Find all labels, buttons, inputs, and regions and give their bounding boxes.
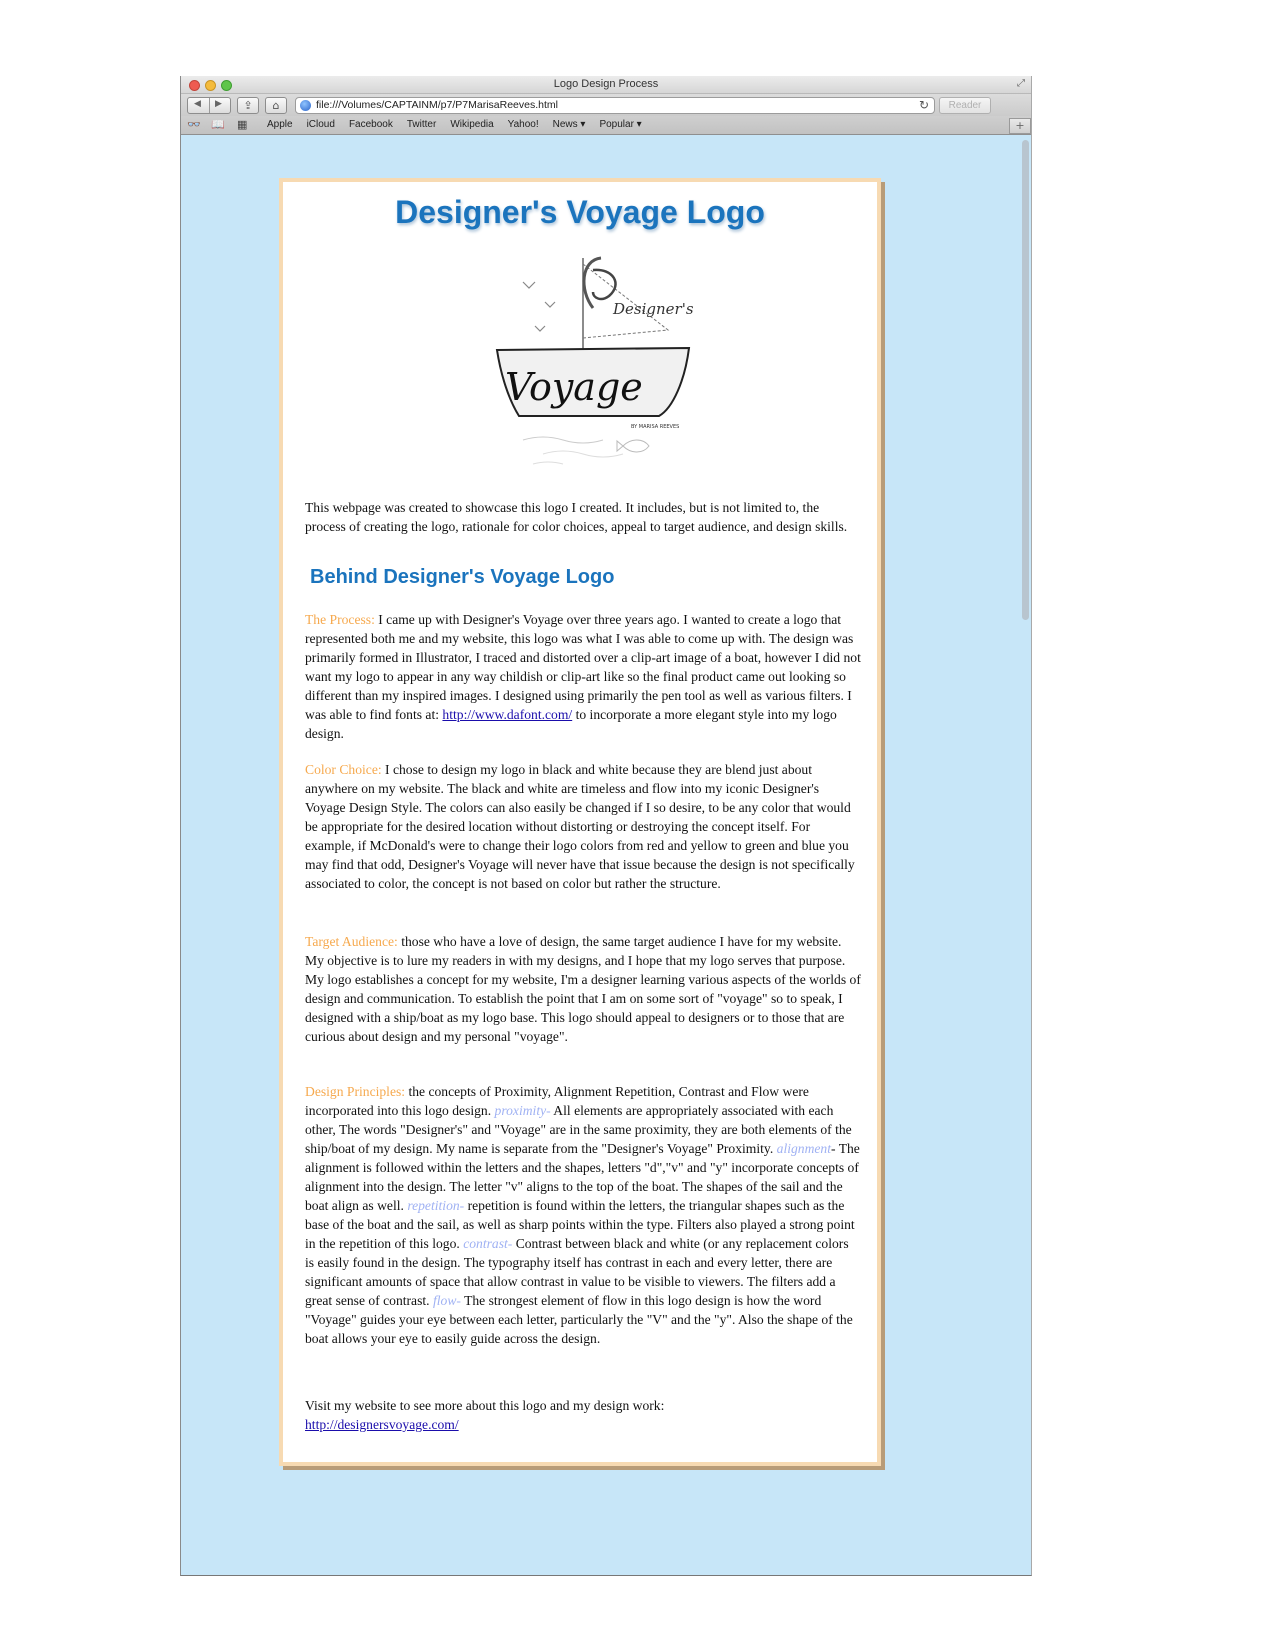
target-audience-label: Target Audience:: [305, 934, 398, 949]
proximity-label: proximity-: [494, 1103, 551, 1118]
nav-buttons: [187, 97, 231, 114]
nav-divider: [209, 98, 210, 113]
bookmark-apple[interactable]: Apple: [267, 119, 293, 130]
bookmark-items: [267, 119, 642, 130]
bookmarks-bar: [181, 116, 1031, 135]
intro-paragraph: [305, 498, 861, 536]
home-button[interactable]: ⌂: [265, 97, 287, 114]
bookmarks-book-icon[interactable]: 📖: [211, 118, 225, 131]
intro-text: This webpage was created to showcase this logo I created. It includes, but is not limited to, the process of creating the logo, rationale for color choices, appeal to target audience, and design skills.: [305, 500, 848, 534]
logo-credit-text: BY MARISA REEVES: [631, 424, 680, 430]
contrast-text: Contrast between black and white (or any replacement colors is easily found in the design. The typography itself has contrast in each and every letter, there are significant amounts of space that allow contrast in value to be visible to viewers. The filters add a great sense of contrast.: [305, 1236, 849, 1308]
color-choice-label: Color Choice:: [305, 762, 382, 777]
design-principles-label: Design Principles:: [305, 1084, 406, 1099]
design-principles-intro: the concepts of Proximity, Alignment Repetition, Contrast and Flow were incorporated into this logo design.: [305, 1084, 809, 1118]
design-principles-paragraph: [305, 1082, 861, 1348]
bookmark-news-menu[interactable]: News ▾: [552, 119, 586, 130]
visit-text: Visit my website to see more about this logo and my design work:: [305, 1398, 665, 1413]
browser-toolbar: [181, 94, 1031, 116]
bookmark-facebook[interactable]: Facebook: [348, 119, 393, 130]
reload-icon[interactable]: ↻: [918, 98, 929, 112]
color-choice-text: I chose to design my logo in black and white because they are blend just about anywhere on my website. The black and white are timeless and flow into my iconic Designer's Voyage Design Style. The colors can also easily be changed if I so desire, to be any color that would be appropriate for the desired location without distorting or destroying the concept itself. For example, if McDonald's were to change their logo colors from red and yellow to green and blue you may find that odd, Designer's Voyage will never have that issue because the design is not specifically associated to color, the concept is not based on color but rather the structure.: [305, 762, 855, 891]
flow-text: The strongest element of flow in this logo design is how the word "Voyage" guides your eye between each letter, particularly the "V" and the "y". Also the shape of the boat allows your eye to easily guide across the design.: [305, 1293, 853, 1346]
url-text[interactable]: file:///Volumes/CAPTAINM/p7/P7MarisaReeves.html: [316, 99, 558, 111]
content-card: [279, 178, 881, 1466]
logo-image: [463, 250, 703, 480]
process-text-after: to incorporate a more elegant style into my logo design.: [305, 707, 837, 741]
color-choice-paragraph: [305, 760, 861, 893]
repetition-label: repetition-: [407, 1198, 465, 1213]
process-label: The Process:: [305, 612, 375, 627]
forward-arrow-icon[interactable]: ▶: [215, 99, 222, 109]
process-text: I came up with Designer's Voyage over three years ago. I wanted to create a logo that represented both me and my website, this logo was what I was able to come up with. The design was primarily formed in Illustrator, I traced and distorted over a clip-art image of a boat, however I did not want my logo to appear in any way childish or clip-art like so the final product came out looking so different than my inspired images. I designed using primarily the pen tool as well as various filters. I was able to find fonts at:: [305, 612, 861, 722]
logo-voyage-text: Voyage: [505, 365, 643, 409]
bookmark-popular-menu[interactable]: Popular ▾: [599, 119, 642, 130]
page-title: Designer's Voyage Logo: [395, 194, 765, 230]
target-audience-text: those who have a love of design, the same target audience I have for my website. My objective is to lure my readers in with my designs, and I hope that my logo serves that purpose. My logo establishes a concept for my website, I'm a designer learning various aspects of the worlds of design and communication. To establish the point that I am on some sort of "voyage" so to speak, I designed with a ship/boat as my logo base. This logo should appeal to designers or to those that are curious about design and my personal "voyage".: [305, 934, 861, 1044]
scrollbar-thumb[interactable]: [1022, 140, 1029, 620]
dafont-link[interactable]: http://www.dafont.com/: [442, 707, 573, 722]
share-button[interactable]: ⇪: [237, 97, 259, 114]
top-sites-grid-icon[interactable]: ▦: [237, 118, 248, 131]
browser-window: [180, 76, 1032, 1576]
bookmark-yahoo[interactable]: Yahoo!: [507, 119, 539, 130]
proximity-text: All elements are appropriately associated with each other, The words "Designer's" and "Voyage" are in the same proximity, they are both elements of the ship/boat of my design. My name is separate from the "Designer's Voyage" Proximity.: [305, 1103, 852, 1156]
globe-icon: [300, 100, 311, 111]
back-arrow-icon[interactable]: ◀: [194, 99, 201, 109]
alignment-label: alignment: [776, 1141, 832, 1156]
logo-designers-text: Designer's: [613, 300, 694, 318]
window-title: Logo Design Process: [553, 78, 659, 90]
address-bar[interactable]: [295, 97, 935, 114]
title-bar: [181, 76, 1031, 94]
visit-paragraph: [305, 1396, 861, 1434]
bookmark-icloud[interactable]: iCloud: [306, 119, 335, 130]
vertical-scrollbar[interactable]: [1022, 138, 1029, 1573]
alignment-text: - The alignment is followed within the letters and the shapes, letters "d","v" and "y" incorporate concepts of alignment into the design. The letter "v" aligns to the top of the boat. The shapes of the sail and the boat align as well.: [305, 1141, 860, 1213]
bookmark-wikipedia[interactable]: Wikipedia: [450, 119, 494, 130]
target-audience-paragraph: [305, 932, 861, 1046]
reading-list-icon[interactable]: 👓: [187, 118, 201, 131]
website-link[interactable]: http://designersvoyage.com/: [305, 1417, 459, 1432]
add-tab-button[interactable]: +: [1009, 118, 1031, 134]
fullscreen-icon[interactable]: ⤢: [1017, 78, 1025, 89]
section-heading: Behind Designer's Voyage Logo: [310, 566, 615, 588]
bookmark-twitter[interactable]: Twitter: [406, 119, 437, 130]
reader-button[interactable]: Reader: [939, 97, 991, 114]
repetition-text: repetition is found within the letters, the triangular shapes such as the base of the boat and the sail, as well as sharp points within the type. Filters also played a strong point in the repetition of this logo.: [305, 1198, 855, 1251]
contrast-label: contrast-: [463, 1236, 513, 1251]
boat-logo-illustration: [463, 250, 703, 480]
flow-label: flow-: [432, 1293, 461, 1308]
process-paragraph: [305, 610, 861, 743]
